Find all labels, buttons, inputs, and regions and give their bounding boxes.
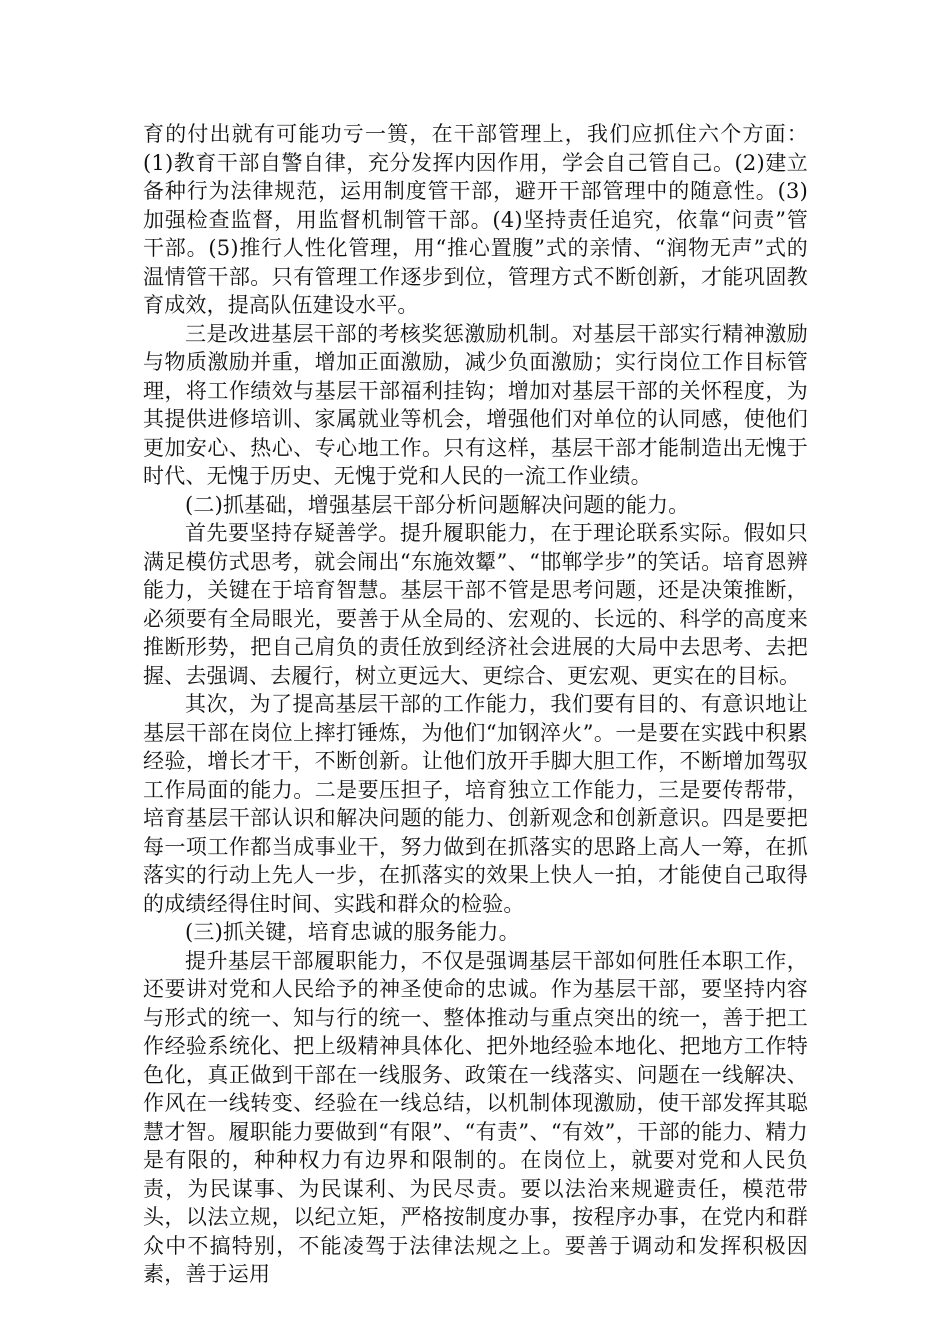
section-heading-3: (三)抓关键，培育忠诚的服务能力。 [185,920,520,944]
paragraph-management-six-aspects: 育的付出就有可能功亏一篑，在干部管理上，我们应抓住六个方面：(1)教育干部自警自律，充分发挥内因作用，学会自己管自己。(2)建立备种行为法律规范，运用制度管干部，避开干部管理中的随意性。(3)加强检查监督，用监督机制管干部。(4)坚持责任追究，依靠“问责”管干部。(5)推行人性化管理，用“推心置腹”式的亲情、“润物无声”式的温情管干部。只有管理工作逐步到位，管理方式不断创新，才能巩固教育成效，提高队伍建设水平。 [143,122,808,317]
paragraph-loyal-service: 提升基层干部履职能力，不仅是强调基层干部如何胜任本职工作，还要讲对党和人民给予的神圣使命的忠诚。作为基层干部，要坚持内容与形式的统一、知与行的统一、整体推动与重点突出的统一，善于把工作经验系统化、把上级精神具体化、把外地经验本地化、把地方工作特色化，真正做到干部在一线服务、政策在一线落实、问题在一线解决、作风在一线转变、经验在一线总结，以机制体现激励，使干部发挥其聪慧才智。履职能力要做到“有限”、“有责”、“有效”，干部的能力、精力是有限的，种种权力有边界和限制的。在岗位上，就要对党和人民负责，为民谋事、为民谋利、为民尽责。要以法治来规避责任，模范带头，以法立规，以纪立矩，严格按制度办事，按程序办事，在党内和群众中不搞特别，不能凌驾于法律法规之上。要善于调动和发挥积极因素，善于运用 [143,948,808,1286]
paragraph-incentive-mechanism: 三是改进基层干部的考核奖惩激励机制。对基层干部实行精神激励与物质激励并重，增加正面激励，减少负面激励；实行岗位工作目标管理，将工作绩效与基层干部福利挂钩；增加对基层干部的关怀程度，为其提供进修培训、家属就业等机会，增强他们对单位的认同感，使他们更加安心、热心、专心地工作。只有这样，基层干部才能制造出无愧于时代、无愧于历史、无愧于党和人民的一流工作业绩。 [143,321,808,488]
document-page [143,120,808,1289]
paragraph-work-ability: 其次，为了提高基层干部的工作能力，我们要有目的、有意识地让基层干部在岗位上摔打锤炼，为他们“加钢淬火”。一是要在实践中积累经验，增长才干，不断创新。让他们放开手脚大胆工作，不断增加驾驭工作局面的能力。二是要压担子，培育独立工作能力，三是要传帮带，培育基层干部认识和解决问题的能力、创新观念和创新意识。四是要把每一项工作都当成事业干，努力做到在抓落实的思路上高人一筹，在抓落实的行动上先人一步，在抓落实的效果上快人一拍，才能使自己取得的成绩经得住时间、实践和群众的检验。 [143,692,808,916]
paragraph-learning: 首先要坚持存疑善学。提升履职能力，在于理论联系实际。假如只满足模仿式思考，就会闹出“东施效颦”、“邯郸学步”的笑话。培育恩辨能力，关键在于培育智慧。基层干部不管是思考问题，还是决策推断，必须要有全局眼光，要善于从全局的、宏观的、长远的、科学的高度来推断形势，把自己肩负的责任放到经济社会进展的大局中去思考、去把握、去强调、去履行，树立更远大、更综合、更宏观、更实在的目标。 [143,521,808,688]
section-heading-2: (二)抓基础，增强基层干部分析问题解决问题的能力。 [185,492,690,517]
